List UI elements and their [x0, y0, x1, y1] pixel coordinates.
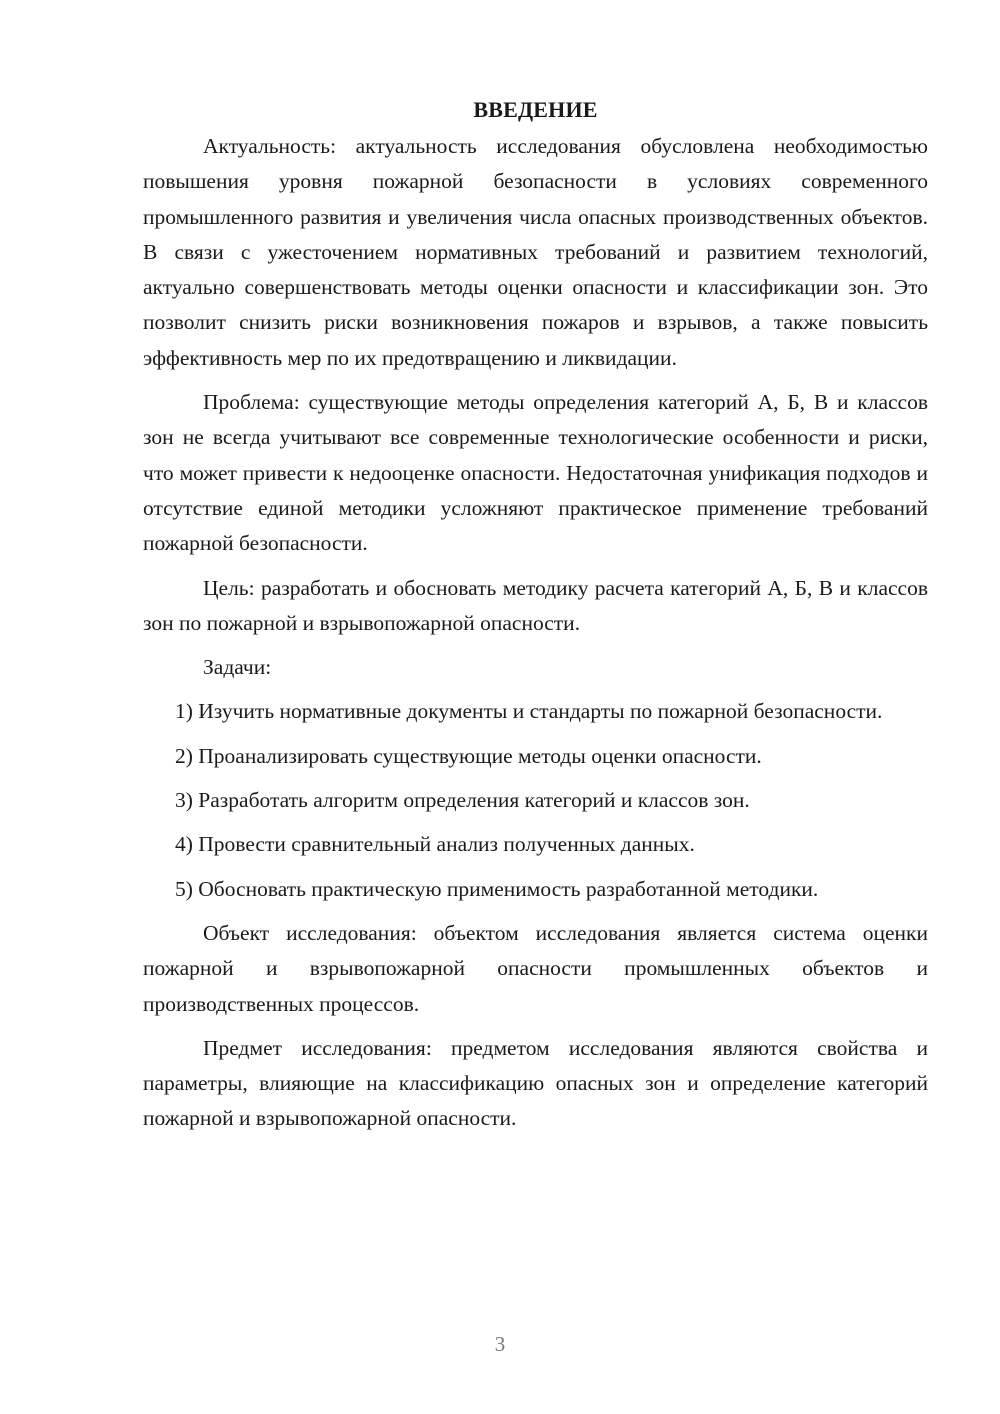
subject-paragraph: Предмет исследования: предметом исследования являются свойства и параметры, влияющие на классификацию опасных зон и определение категорий пожарной и взрывопожарной опасности.: [143, 1035, 928, 1131]
task-item: 5) Обосновать практическую применимость разработанной методики.: [175, 876, 819, 901]
section-heading: ВВЕДЕНИЕ: [473, 97, 598, 122]
page-number: 3: [494, 1332, 506, 1356]
task-item: 3) Разработать алгоритм определения категорий и классов зон.: [175, 788, 750, 813]
tasks-label: Задачи:: [203, 655, 272, 680]
task-item: 2) Проанализировать существующие методы оценки опасности.: [175, 743, 762, 768]
task-item: 1) Изучить нормативные документы и стандарты по пожарной безопасности.: [175, 699, 883, 724]
task-item: 4) Провести сравнительный анализ полученных данных.: [175, 832, 695, 857]
object-paragraph: Объект исследования: объектом исследования является система оценки пожарной и взрывопожарной опасности промышленных объектов и производственных процессов.: [143, 920, 928, 1016]
goal-paragraph: Цель: разработать и обосновать методику расчета категорий А, Б, В и классов зон по пожарной и взрывопожарной опасности.: [143, 575, 928, 635]
document-page: [143, 92, 928, 1146]
relevance-paragraph: Актуальность: актуальность исследования обусловлена необходимостью повышения уровня пожарной безопасности в условиях современного промышленного развития и увеличения числа опасных производственных объектов. В связи с ужесточением нормативных требований и развитием технологий, актуально совершенствовать методы оценки опасности и классификации зон. Это позволит снизить риски возникновения пожаров и взрывов, а также повысить эффективность мер по их предотвращению и ликвидации.: [143, 134, 928, 370]
problem-paragraph: Проблема: существующие методы определения категорий А, Б, В и классов зон не всегда учитывают все современные технологические особенности и риски, что может привести к недооценке опасности. Недостаточная унификация подходов и отсутствие единой методики усложняют практическое применение требований пожарной безопасности.: [143, 390, 928, 556]
